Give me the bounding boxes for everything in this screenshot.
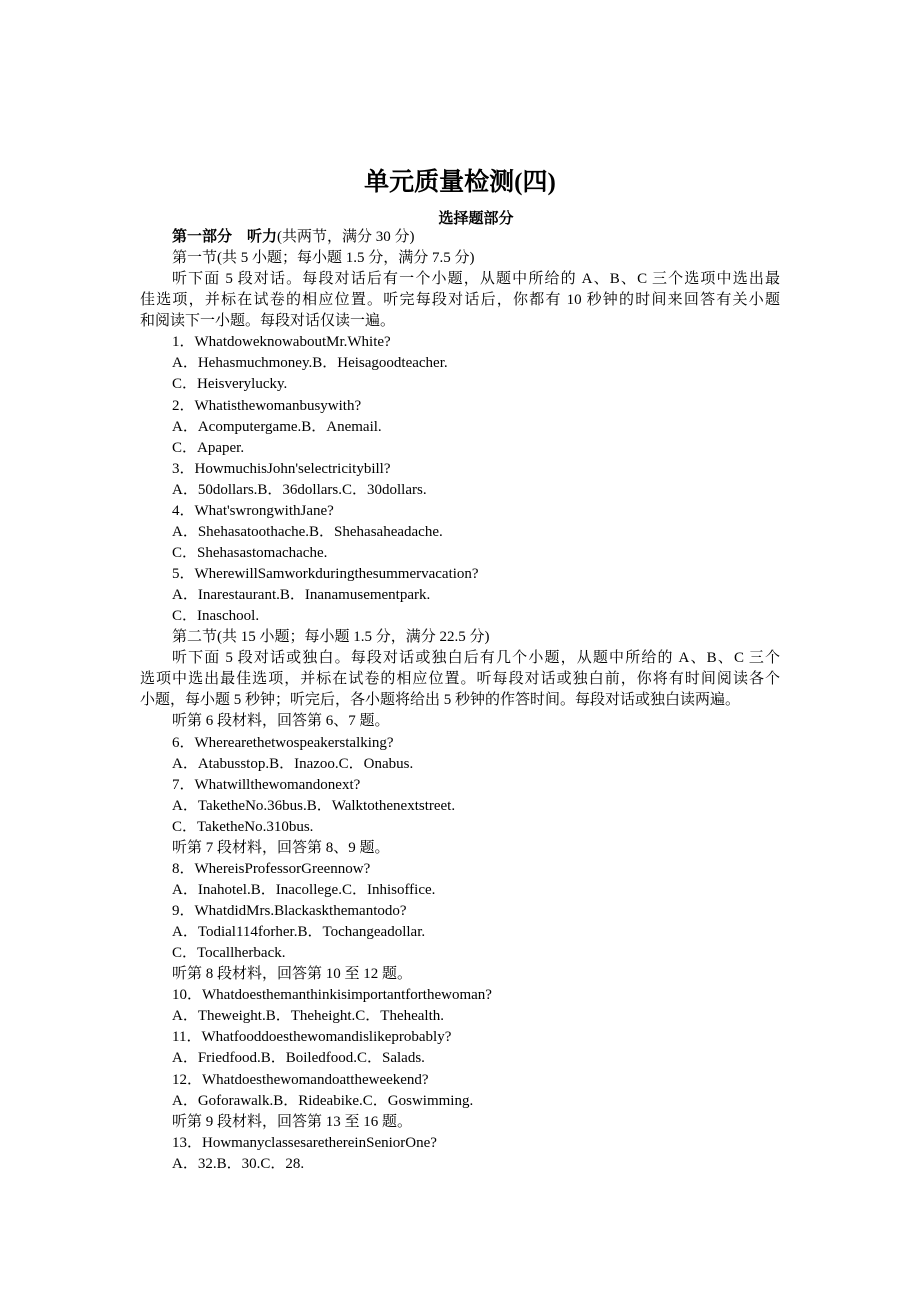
text-line: A．Atabusstop.B．Inazoo.C．Onabus.: [172, 755, 414, 772]
text-line: 听下面 5 段对话或独白。每段对话或独白后有几个小题，从题中所给的 A、B、C 三个: [172, 650, 780, 667]
document-body: [140, 227, 780, 1175]
text-line: 听第 8 段材料，回答第 10 至 12 题。: [172, 966, 413, 983]
text-line: 13．HowmanyclassesarethereinSeniorOne?: [172, 1134, 437, 1151]
part-heading: [140, 227, 780, 248]
text-line: 3．HowmuchisJohn'selectricitybill?: [172, 460, 391, 477]
text-line: 8．WhereisProfessorGreennow?: [172, 860, 371, 877]
text-line: C．Inaschool.: [172, 608, 260, 625]
part-heading-label: 第一部分 听力: [172, 229, 278, 245]
text-line: 9．WhatdidMrs.Blackaskthemantodo?: [172, 903, 407, 919]
text-line: 第一节(共 5 小题；每小题 1.5 分，满分 7.5 分): [172, 250, 475, 267]
text-line: A．Todial114forher.B．Tochangeadollar.: [172, 924, 426, 941]
text-line: 听下面 5 段对话。每段对话后有一个小题，从题中所给的 A、B、C 三个选项中选出最: [172, 271, 780, 288]
text-line: A．Theweight.B．Theheight.C．Thehealth.: [172, 1008, 445, 1025]
text-line: C．Tocallherback.: [172, 945, 286, 962]
text-line: 5．WherewillSamworkduringthesummervacation?: [172, 566, 479, 582]
text-lines: [140, 248, 780, 1175]
text-line: 1．WhatdoweknowaboutMr.White?: [172, 334, 391, 351]
text-line: 选项中选出最佳选项，并标在试卷的相应位置。听每段对话或独白前，你将有时间阅读各个: [140, 671, 780, 688]
text-line: 听第 9 段材料，回答第 13 至 16 题。: [172, 1113, 413, 1130]
text-line: 10．Whatdoesthemanthinkisimportantforthewoman?: [172, 987, 492, 1004]
text-line: A．Inarestaurant.B．Inanamusementpark.: [172, 587, 431, 604]
text-line: A．Shehasatoothache.B．Shehasaheadache.: [172, 523, 443, 540]
part-heading-note: (共两节，满分 30 分): [277, 229, 415, 245]
section-title: 选择题部分: [438, 211, 514, 227]
text-line: 和阅读下一小题。每段对话仅读一遍。: [140, 313, 396, 330]
text-line: A．Hehasmuchmoney.B．Heisagoodteacher.: [172, 355, 448, 372]
text-line: 听第 7 段材料，回答第 8、9 题。: [172, 839, 390, 856]
text-line: A．Friedfood.B．Boiledfood.C．Salads.: [172, 1050, 425, 1067]
text-line: A．Inahotel.B．Inacollege.C．Inhisoffice.: [172, 881, 436, 898]
text-line: 11．Whatfooddoesthewomandislikeprobably?: [172, 1029, 452, 1046]
text-line: C．Heisverylucky.: [172, 376, 288, 393]
text-line: 4．What'swrongwithJane?: [172, 502, 334, 519]
text-line: A．TaketheNo.36bus.B．Walktothenextstreet.: [172, 797, 456, 814]
text-line: A．50dollars.B．36dollars.C．30dollars.: [172, 481, 427, 498]
text-line: C．Apaper.: [172, 439, 245, 456]
text-line: A．Acomputergame.B．Anemail.: [172, 418, 382, 435]
text-line: 12．Whatdoesthewomandoattheweekend?: [172, 1071, 429, 1088]
text-line: A．Goforawalk.B．Rideabike.C．Goswimming.: [172, 1092, 474, 1109]
text-line: 2．Whatisthewomanbusywith?: [172, 397, 362, 414]
text-line: 佳选项，并标在试卷的相应位置。听完每段对话后，你都有 10 秒钟的时间来回答有关小题: [140, 292, 780, 309]
text-line: 7．Whatwillthewomandonext?: [172, 776, 361, 793]
text-line: C．TaketheNo.310bus.: [172, 818, 314, 835]
text-line: 6．Wherearethetwospeakerstalking?: [172, 734, 394, 751]
text-line: C．Shehasastomachache.: [172, 544, 328, 561]
text-line: 听第 6 段材料，回答第 6、7 题。: [172, 713, 390, 730]
text-line: 小题，每小题 5 秒钟；听完后，各小题将给出 5 秒钟的作答时间。每段对话或独白读两遍。: [140, 692, 741, 709]
text-line: A．32.B．30.C．28.: [172, 1155, 305, 1172]
text-line: 第二节(共 15 小题；每小题 1.5 分，满分 22.5 分): [172, 629, 490, 646]
document-title: 单元质量检测(四): [364, 169, 556, 196]
